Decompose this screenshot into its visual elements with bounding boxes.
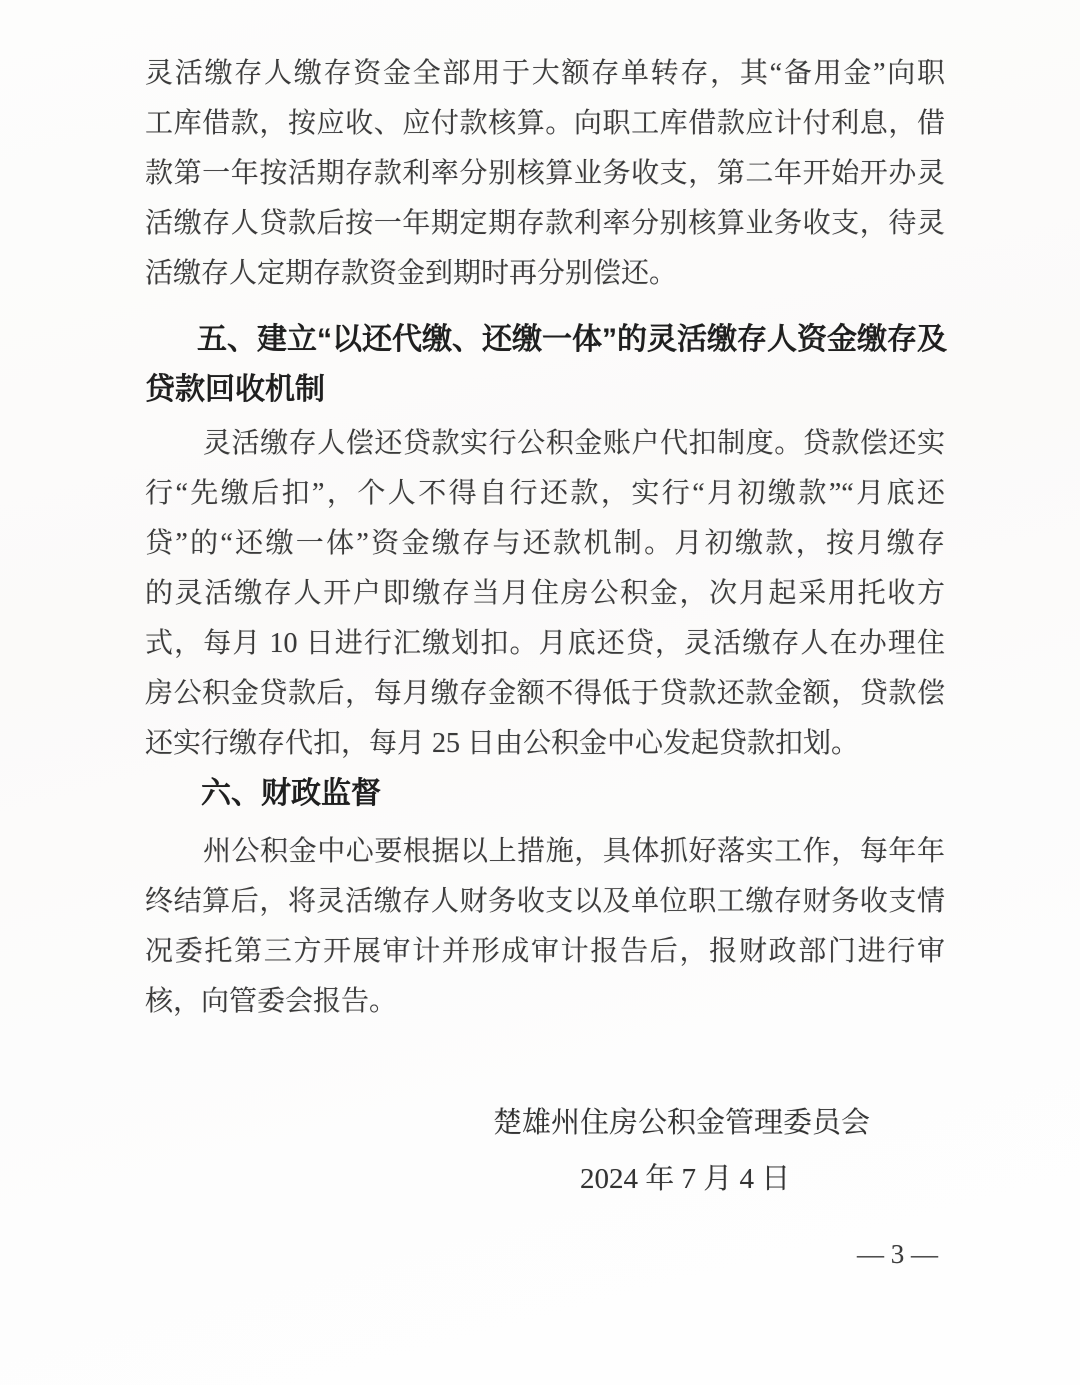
heading-line: 六、财政监督 [201,777,381,810]
paragraph-fiscal-supervision [145,827,945,1027]
date-line: 2024 年 7 月 4 日 [580,1163,791,1195]
text-line: 况委托第三方开展审计并形成审计报告后，报财政部门进行审 [145,936,945,967]
text-line: 房公积金贷款后，每月缴存金额不得低于贷款还款金额，贷款偿 [145,678,945,709]
text-line: 终结算后，将灵活缴存人财务收支以及单位职工缴存财务收支情 [145,886,945,917]
page-number: — 3 — [857,1239,938,1269]
text-line: 活缴存人定期存款资金到期时再分别偿还。 [145,258,678,289]
text-line: 核，向管委会报告。 [145,986,398,1017]
text-line: 灵活缴存人偿还贷款实行公积金账户代扣制度。贷款偿还实 [203,428,945,459]
text-line: 还实行缴存代扣，每月 25 日由公积金中心发起贷款扣划。 [145,728,860,759]
text-line: 州公积金中心要根据以上措施，具体抓好落实工作，每年年 [203,836,945,867]
text-line: 行“先缴后扣”，个人不得自行还款，实行“月初缴款”“月底还 [145,478,945,509]
text-line: 工库借款，按应收、应付款核算。向职工库借款应计付利息，借 [145,108,945,139]
signature-line: 楚雄州住房公积金管理委员会 [493,1107,871,1139]
section-heading-5 [145,315,945,415]
document-content [145,49,945,1269]
text-line: 款第一年按活期存款利率分别核算业务收支，第二年开始开办灵 [145,158,945,189]
heading-line: 五、建立“以还代缴、还缴一体”的灵活缴存人资金缴存及 [197,323,947,356]
paragraph-repayment-mechanism [145,419,945,769]
text-line: 式，每月 10 日进行汇缴划扣。月底还贷，灵活缴存人在办理住 [145,628,945,659]
paragraph-continuation [145,49,945,299]
text-line: 的灵活缴存人开户即缴存当月住房公积金，次月起采用托收方 [145,578,945,609]
text-line: 活缴存人贷款后按一年期定期存款利率分别核算业务收支，待灵 [145,208,945,239]
heading-line: 贷款回收机制 [145,373,325,406]
closing-block [145,1095,945,1207]
text-line: 贷”的“还缴一体”资金缴存与还款机制。月初缴款，按月缴存 [145,528,945,559]
section-heading-6 [145,769,945,819]
text-line: 灵活缴存人缴存资金全部用于大额存单转存，其“备用金”向职 [145,58,945,89]
